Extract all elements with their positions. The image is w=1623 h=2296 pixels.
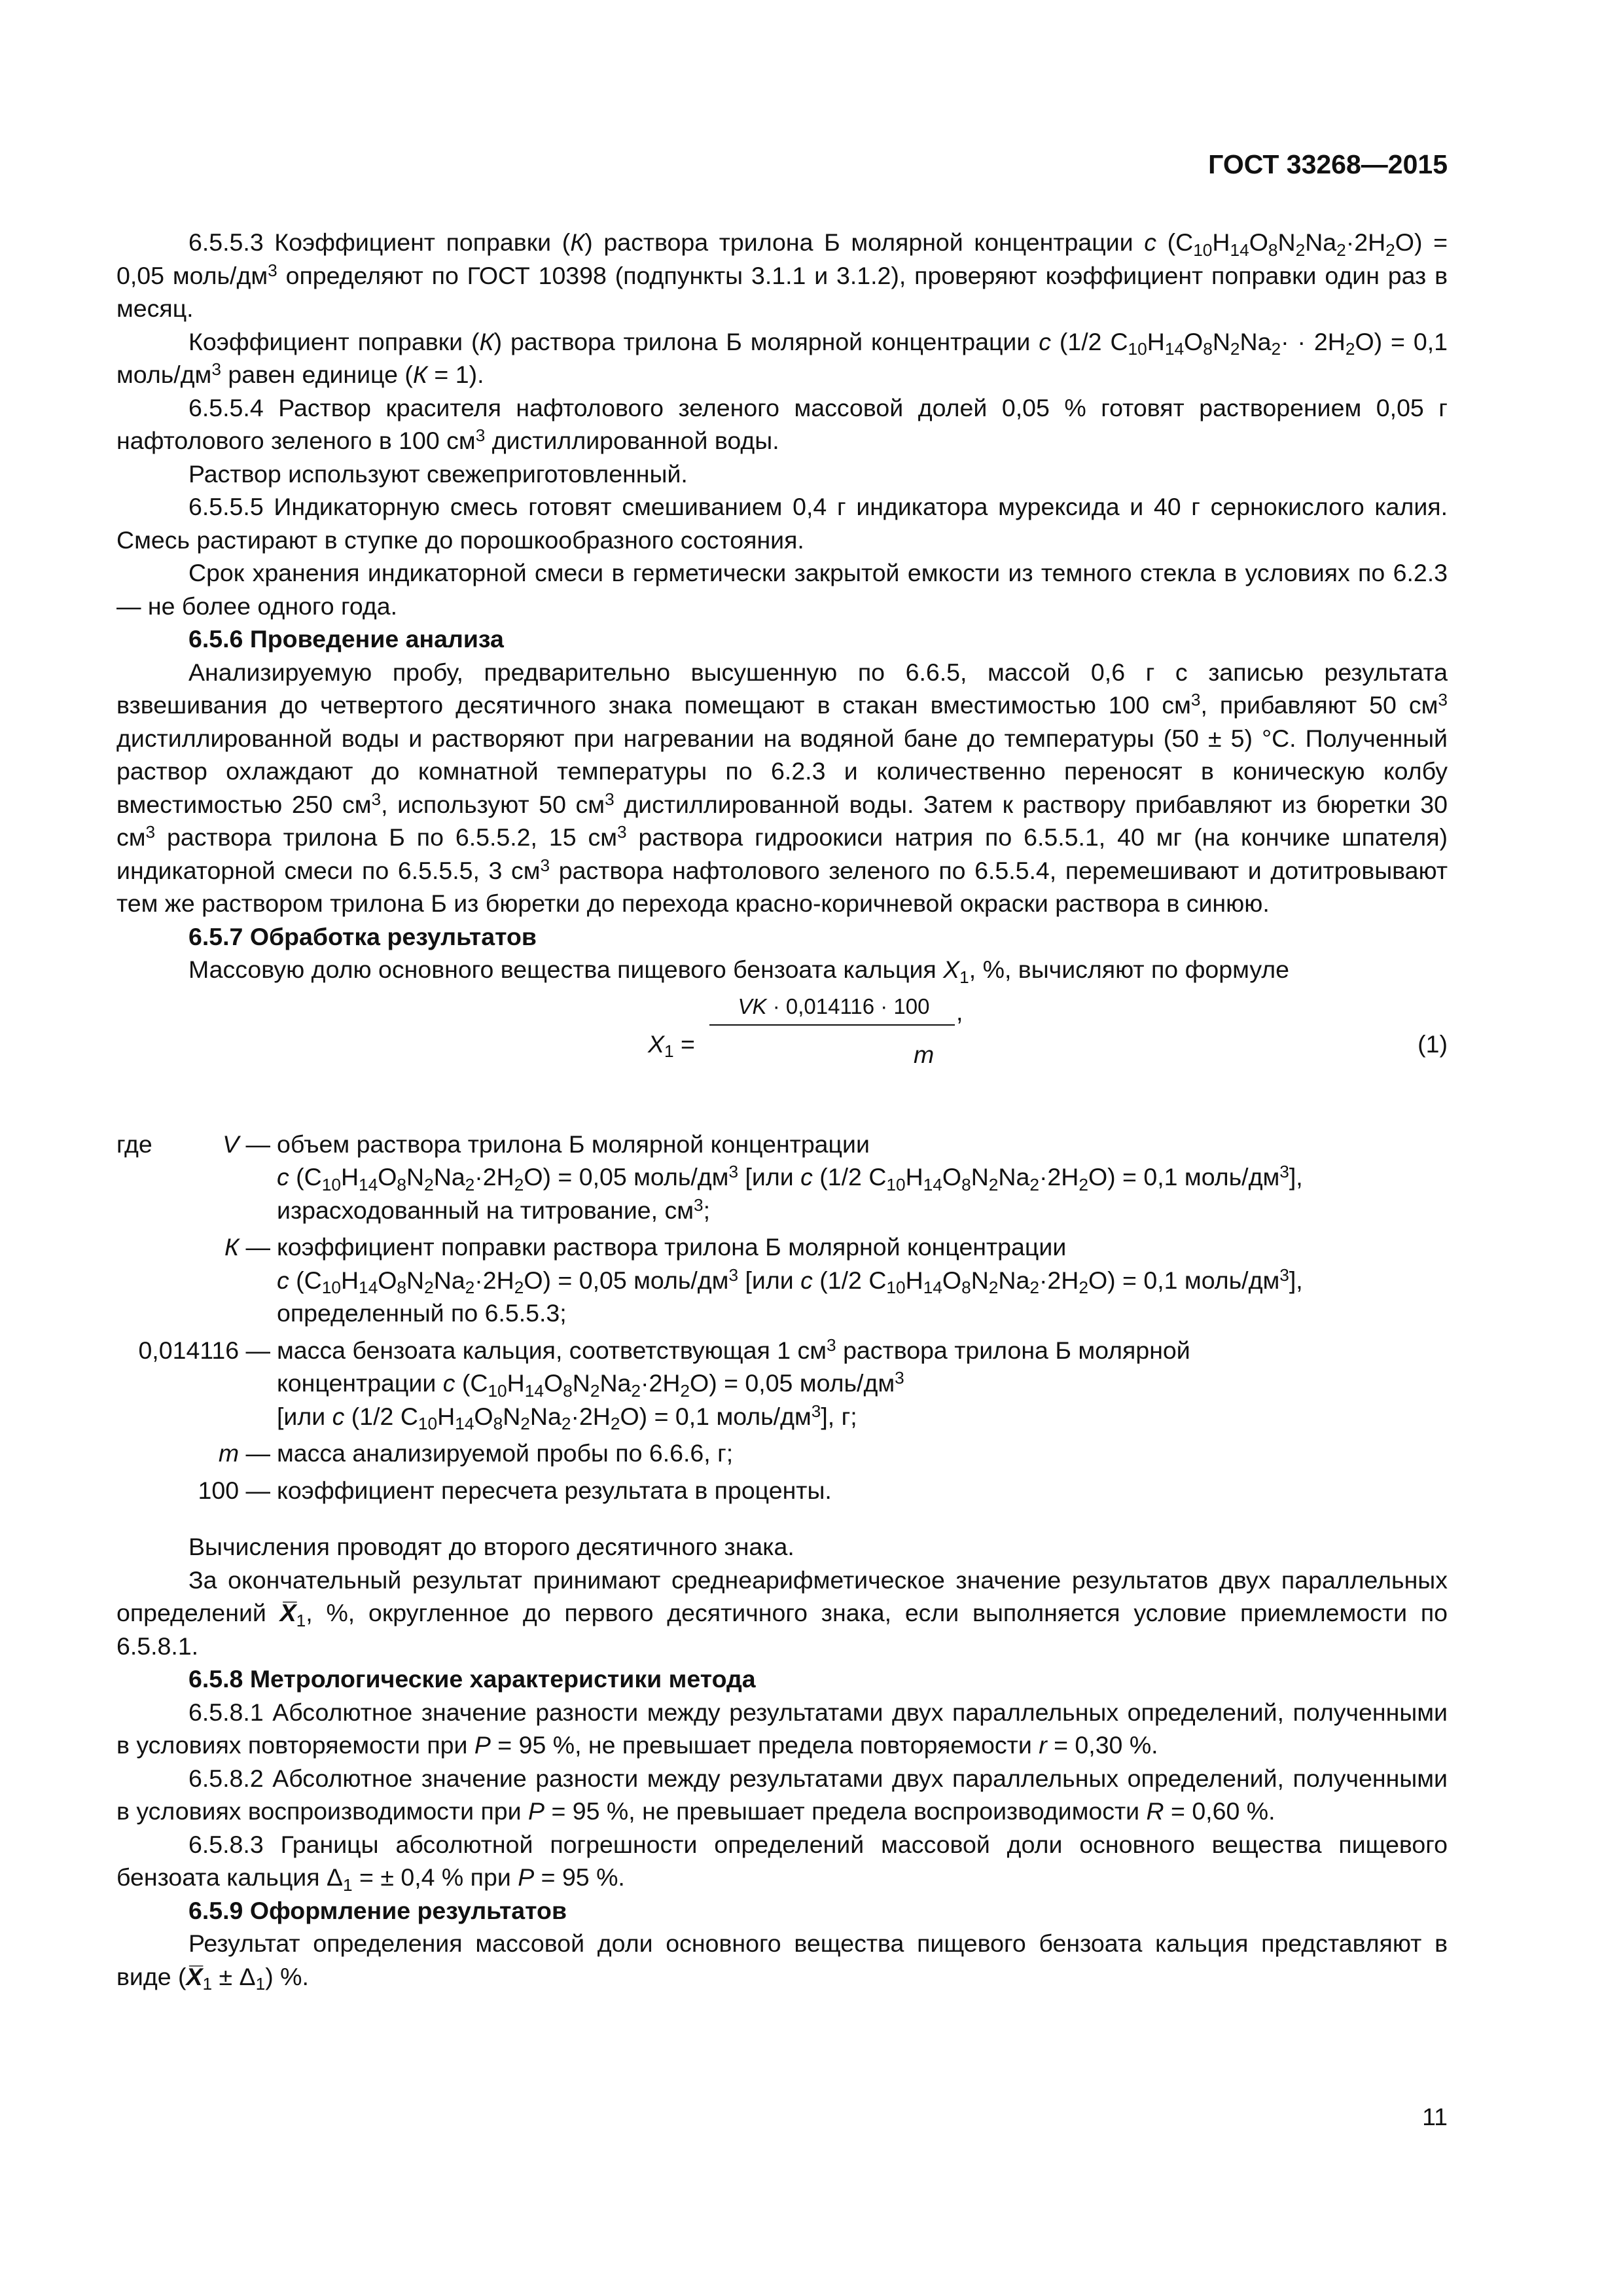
formula-lhs: $X_1$ =: [648, 1030, 695, 1062]
definition-term: 100 —: [198, 1476, 270, 1504]
document-header: ГОСТ 33268—2015: [1208, 149, 1448, 179]
section-heading-6-5-6: 6.5.6 Проведение анализа: [188, 625, 504, 653]
fraction-bar: [709, 1024, 955, 1026]
paragraph-6-5-5-4: 6.5.5.4 Раствор красителя нафтолового зеленого массовой долей 0,05 % готовят растворением 0,05 г нафтолового зеленого в 100 $см^3$ дистиллированной воды.: [116, 393, 1448, 454]
definition-text: масса бензоата кальция, соответствующая 1 $см^3$ раствора трилона Б молярной концентрации с $(C_{10}H_{14}O_8N_2Na_2\cdot 2H_2O) = 0,05$ моль/$дм^3$ [или с (1/2 $C_{10}H_{14}O_8N_2Na_2\cdot 2H_2O) = 0,1$ моль/$дм^3$], г;: [277, 1335, 1190, 1434]
definition-v: [116, 1128, 1448, 1227]
paragraph-formula-intro: Массовую долю основного вещества пищевого бензоата кальция $X_1$, %, вычисляют по формуле: [188, 956, 1290, 987]
definition-term: V —: [223, 1130, 270, 1158]
variable-definitions: [116, 1128, 1448, 1507]
formula-comma: ,: [956, 997, 963, 1026]
paragraph-6-5-8-1: 6.5.8.1 Абсолютное значение разности между результатами двух параллельных определений, полученными в условиях повторяемости при Р = 95 %, не превышает предела повторяемости r = 0,30 %.: [116, 1698, 1448, 1759]
page-number: 11: [1422, 2103, 1448, 2130]
paragraph-final-result: За окончательный результат принимают среднеарифметическое значение результатов двух параллельных определений $X̅_1$, %, округленное до первого десятичного знака, если выполняется условие приемлемости по 6.5.8.1.: [116, 1566, 1448, 1660]
paragraph-analysis-procedure: Анализируемую пробу, предварительно высушенную по 6.6.5, массой 0,6 г с записью результата взвешивания до четвертого десятичного знака помещают в стакан вместимостью 100 $см^3$, прибавляют 50 $см^3$ дистиллированной воды и растворяют при нагревании на водяной бане до температуры (50 ± 5) °С. Полученный раствор охлаждают до комнатной температуры по 6.2.3 и количественно переносят в коническую колбу вместимостью 250 $см^3$, используют 50 $см^3$ дистиллированной воды. Затем к раствору прибавляют из бюретки 30 $см^3$ раствора трилона Б по 6.5.5.2, 15 $см^3$ раствора гидроокиси натрия по 6.5.5.1, 40 мг (на кончике шпателя) индикаторной смеси по 6.5.5.5, 3 $см^3$ раствора нафтолового зеленого по 6.5.5.4, перемешивают и дотитровывают тем же раствором трилона Б из бюретки до перехода красно-коричневой окраски раствора в синюю.: [116, 658, 1448, 917]
definition-m: [116, 1437, 1448, 1470]
formula-numerator: VK · 0,014116 · 100: [738, 994, 930, 1018]
definition-term: m —: [218, 1439, 270, 1467]
where-label: где: [116, 1130, 152, 1158]
formula-number: (1): [1418, 1030, 1448, 1058]
section-heading-6-5-7: 6.5.7 Обработка результатов: [188, 922, 537, 950]
paragraph-fresh-solution: Раствор используют свежеприготовленный.: [188, 459, 688, 488]
section-heading-6-5-9: 6.5.9 Оформление результатов: [188, 1896, 567, 1924]
paragraph-6-5-8-3: 6.5.8.3 Границы абсолютной погрешности определений массовой доли основного вещества пищевого бензоата кальция $\Delta_1$ = ± 0,4 % при Р = 95 %.: [116, 1830, 1448, 1895]
definition-k: [116, 1230, 1448, 1330]
paragraph-6-5-8-2: 6.5.8.2 Абсолютное значение разности между результатами двух параллельных определений, полученными в условиях воспроизводимости при Р = 95 %, не превышает предела воспроизводимости R = 0,60 %.: [116, 1764, 1448, 1825]
page-content: [116, 226, 1448, 1993]
paragraph-calculation-precision: Вычисления проводят до второго десятичного знака.: [188, 1533, 794, 1560]
paragraph-k-equals-one: Коэффициент поправки (К) раствора трилона Б молярной концентрации с (1/2 $C_{10}H_{14}O_8N_2Na_2\cdot \cdot 2H_2O) = 0,1$ моль/$дм^3$ равен единице (К = 1).: [116, 327, 1448, 388]
definition-text: коэффициент поправки раствора трилона Б молярной концентрации с $(C_{10}H_{14}O_8N_2Na_2\cdot 2H_2O) = 0,05$ моль/$дм^3$ [или с (1/2 $C_{10}H_{14}O_8N_2Na_2\cdot 2H_2O) = 0,1$ моль/$дм^3$], определенный по 6.5.5.3;: [277, 1233, 1303, 1327]
formula-1: [116, 990, 1448, 1102]
definition-term: 0,014116 —: [138, 1336, 270, 1364]
definition-text: коэффициент пересчета результата в проценты.: [277, 1476, 832, 1504]
paragraph-storage: Срок хранения индикаторной смеси в герметически закрытой емкости из темного стекла в условиях по 6.2.3 — не более одного года.: [116, 559, 1448, 620]
definition-text: объем раствора трилона Б молярной концентрации с $(C_{10}H_{14}O_8N_2Na_2\cdot 2H_2O) = 0,05$ моль/$дм^3$ [или с (1/2 $C_{10}H_{14}O_8N_2Na_2\cdot 2H_2O) = 0,1$ моль/$дм^3$], израсходованный на титрование, $см^3$;: [277, 1130, 1303, 1224]
definition-100: [116, 1474, 1448, 1507]
paragraph-result-format: Результат определения массовой доли основного вещества пищевого бензоата кальция представляют в виде $(X̅_1 \pm \Delta_1)$ %.: [116, 1929, 1448, 1994]
paragraph-6-5-5-5: 6.5.5.5 Индикаторную смесь готовят смешиванием 0,4 г индикатора мурексида и 40 г сернокислого калия. Смесь растирают в ступке до порошкообразного состояния.: [116, 493, 1448, 554]
definition-coefficient: [116, 1334, 1448, 1433]
definition-text: масса анализируемой пробы по 6.6.6, г;: [277, 1439, 734, 1467]
definition-term: К —: [224, 1233, 270, 1261]
formula-denominator: m: [914, 1040, 935, 1068]
section-heading-6-5-8: 6.5.8 Метрологические характеристики метода: [188, 1665, 756, 1693]
paragraph-6-5-5-3: 6.5.5.3 Коэффициент поправки (К) раствора трилона Б молярной концентрации с $(C_{10}H_{14}O_8N_2Na_2\cdot 2H_2O) = 0,05$ моль/$дм^3$ определяют по ГОСТ 10398 (подпункты 3.1.1 и 3.1.2), проверяют коэффициент поправки один раз в месяц.: [116, 228, 1448, 322]
